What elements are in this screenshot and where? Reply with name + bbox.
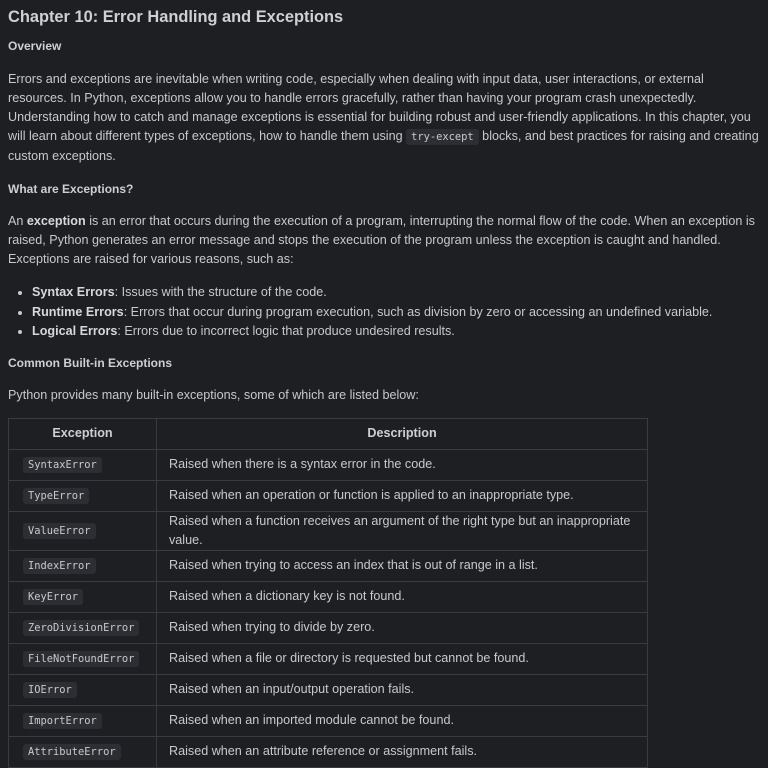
exception-name: ZeroDivisionError (23, 620, 139, 636)
exception-cell (9, 674, 157, 705)
column-header-description: Description (157, 418, 648, 449)
list-item-term: Syntax Errors (32, 285, 115, 299)
exception-name: FileNotFoundError (23, 651, 139, 667)
description-cell: Raised when there is a syntax error in the code. (157, 449, 648, 480)
description-cell: Raised when an operation or function is applied to an inappropriate type. (157, 480, 648, 511)
overview-text-1: Errors and exceptions are inevitable when writing code, especially when dealing with input data, user interactions, or external resources. In Python, exceptions allow you to handle errors gracefully, rather than having your program crash unexpectedly. Understanding how to catch and manage exceptions is essential for building robust and user-friendly applications. In this chapter, you will learn about different types of exceptions, how to handle them using (8, 72, 751, 143)
table-row (9, 612, 648, 643)
exception-cell (9, 550, 157, 581)
table-row (9, 581, 648, 612)
paragraph-text: An (8, 214, 27, 228)
description-cell: Raised when a file or directory is requested but cannot be found. (157, 643, 648, 674)
table-row (9, 705, 648, 736)
exception-name: KeyError (23, 589, 83, 605)
exception-cell (9, 612, 157, 643)
description-cell: Raised when trying to divide by zero. (157, 612, 648, 643)
exception-name: IOError (23, 682, 77, 698)
builtin-exceptions-intro: Python provides many built-in exceptions, some of which are listed below: (8, 387, 419, 402)
overview-text-2: blocks, and best practices for raising and creating custom exceptions. (8, 129, 759, 163)
what-are-exceptions-paragraph (8, 212, 760, 269)
list-item-term: Logical Errors (32, 324, 118, 338)
description-cell: Raised when an input/output operation fails. (157, 674, 648, 705)
table-row (9, 643, 648, 674)
list-item-desc: : Issues with the structure of the code. (114, 285, 327, 299)
what-are-exceptions-heading: What are Exceptions? (8, 182, 134, 196)
exception-cell (9, 449, 157, 480)
description-cell: Raised when an imported module cannot be found. (157, 705, 648, 736)
exception-name: AttributeError (23, 744, 121, 760)
exception-name: ImportError (23, 713, 102, 729)
list-item-logical-errors (32, 322, 760, 342)
bold-term-exception: exception (26, 214, 86, 228)
overview-heading: Overview (8, 39, 62, 53)
exception-name: IndexError (23, 558, 96, 574)
inline-code-try-except: try-except (406, 129, 479, 145)
builtin-exceptions-heading: Common Built-in Exceptions (8, 355, 173, 370)
table-header-row (9, 418, 648, 449)
chapter-title: Chapter 10: Error Handling and Exceptions (8, 8, 344, 26)
exception-cell (9, 736, 157, 767)
column-header-exception: Exception (9, 418, 157, 449)
description-cell: Raised when an attribute reference or assignment fails. (157, 736, 648, 767)
description-cell: Raised when a dictionary key is not found. (157, 581, 648, 612)
table-row (9, 511, 648, 550)
overview-paragraph (8, 70, 760, 166)
error-types-list (8, 283, 760, 342)
list-item-desc: : Errors that occur during program execution, such as division by zero or accessing an undefined variable. (123, 304, 713, 319)
exception-cell (9, 581, 157, 612)
description-cell: Raised when trying to access an index that is out of range in a list. (157, 550, 648, 581)
table-row (9, 480, 648, 511)
table-row (9, 674, 648, 705)
exception-name: TypeError (23, 488, 89, 504)
list-item-syntax-errors (32, 283, 760, 303)
paragraph-text: is an error that occurs during the execution of a program, interrupting the normal flow of the code. When an exception is raised, Python generates an error message and stops the execution of the program unless the exception is caught and handled. Exceptions are raised for various reasons, such as: (8, 214, 755, 266)
exception-cell (9, 511, 157, 550)
exceptions-table (8, 418, 648, 768)
list-item-term: Runtime Errors (32, 304, 124, 319)
list-item-desc: : Errors due to incorrect logic that produce undesired results. (117, 324, 455, 338)
exception-name: ValueError (23, 523, 96, 539)
description-cell: Raised when a function receives an argument of the right type but an inappropriate value. (157, 511, 648, 550)
table-row (9, 736, 648, 767)
table-row (9, 550, 648, 581)
exception-cell (9, 480, 157, 511)
exception-name: SyntaxError (23, 457, 102, 473)
list-item-runtime-errors (32, 303, 760, 323)
table-row (9, 449, 648, 480)
exception-cell (9, 643, 157, 674)
exception-cell (9, 705, 157, 736)
